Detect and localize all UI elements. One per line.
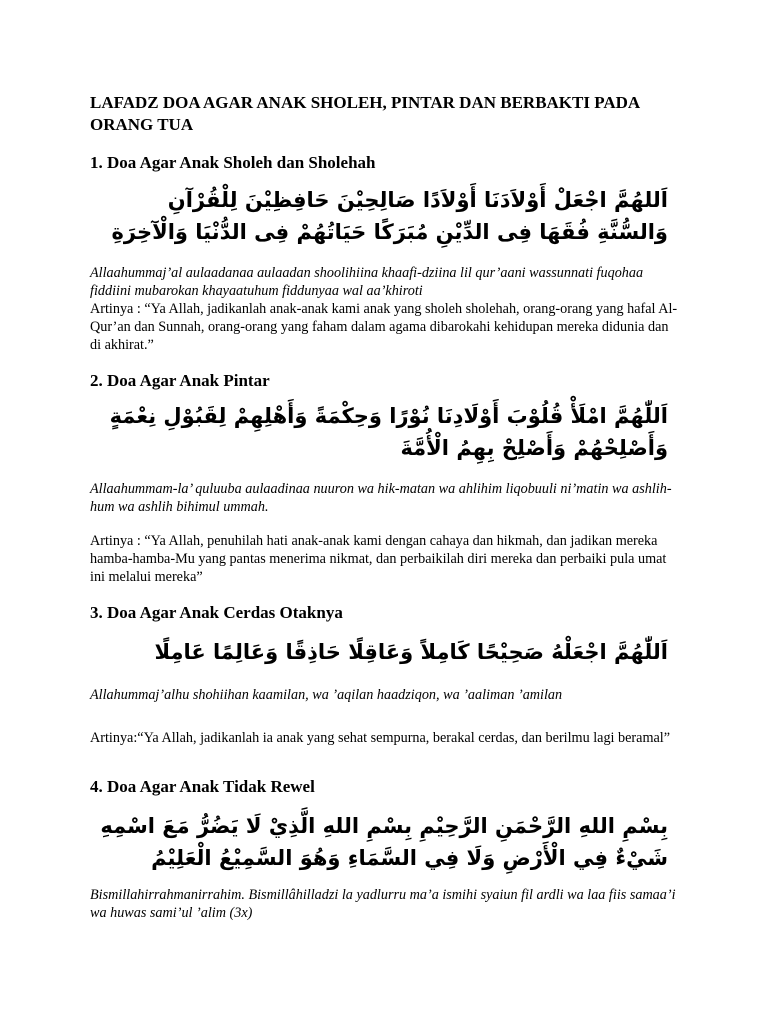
section-2-meaning: Artinya : “Ya Allah, penuhilah hati anak-anak kami dengan cahaya dan hikmah, dan jadikan mereka hamba-hamba-Mu yang pantas menerima nikmat, dan perbaikilah diri mereka dan perbaiki pula umat ini melalui mereka” bbox=[90, 533, 667, 585]
section-1-meaning: Artinya : “Ya Allah, jadikanlah anak-anak kami anak yang sholeh sholehah, orang-orang yang hafal Al-Qur’an dan Sunnah, orang-orang yang faham dalam agama dibarokahi kehidupan mereka didunia dan di akhirat.” bbox=[90, 301, 678, 353]
section-2-arabic-prayer: اَللّٰهُمَّ امْلَأْ قُلُوْبَ أَوْلَادِنَا نُوْرًا وَحِكْمَةً وَأَهْلِهِمْ لِقَبُوْلِ نِعْمَةٍ وَأَصْلِحْهُمْ وَأَصْلِحْ بِهِمُ الْأُمَّةَ bbox=[109, 404, 668, 460]
section-1-arabic-prayer: اَللهُمَّ اجْعَلْ أَوْلاَدَنَا أَوْلاَدًا صَالِحِيْنَ حَافِظِيْنَ لِلْقُرْآنِ وَالسُّنَّةِ فُقَهَا فِى الدِّيْنِ مُبَرَكًا حَيَاتُهُمْ فِى الدُّنْيَا وَالْآخِرَةِ bbox=[111, 188, 668, 244]
section-3-meaning: Artinya:“Ya Allah, jadikanlah ia anak yang sehat sempurna, berakal cerdas, dan berilmu lagi beramal” bbox=[90, 730, 671, 746]
document-title: LAFADZ DOA AGAR ANAK SHOLEH, PINTAR DAN BERBAKTI PADA ORANG TUA bbox=[90, 93, 640, 134]
section-2-heading: 2. Doa Agar Anak Pintar bbox=[90, 371, 270, 390]
section-3-heading: 3. Doa Agar Anak Cerdas Otaknya bbox=[90, 603, 343, 622]
section-1-heading: 1. Doa Agar Anak Sholeh dan Sholehah bbox=[90, 153, 376, 172]
section-4-transliteration: Bismillahirrahmanirrahim. Bismillâhilladzi la yadlurru ma’a ismihi syaiun fil ardli wa laa fiis samaa’i wa huwas sami’ul ’alim (3x) bbox=[90, 887, 676, 921]
section-2-transliteration: Allaahummam-la’ quluuba aulaadinaa nuuron wa hik-matan wa ahlihim liqobuuli ni’matin wa ashlih-hum wa ashlih bihimul ummah. bbox=[90, 481, 672, 515]
section-3-transliteration: Allahummaj’alhu shohiihan kaamilan, wa ’aqilan haadziqon, wa ’aaliman ’amilan bbox=[90, 687, 563, 703]
section-3-arabic-prayer: اَللّٰهُمَّ اجْعَلْهُ صَحِيْحًا كَامِلاً وَعَاقِلًا حَاذِقًا وَعَالِمًا عَامِلًا bbox=[154, 640, 668, 664]
section-4-arabic-prayer: بِسْمِ اللهِ الرَّحْمَنِ الرَّحِيْمِ بِسْمِ اللهِ الَّذِيْ لَا يَضُرُّ مَعَ اسْمِهِ شَيْءٌ فِي الْأَرْضِ وَلَا فِي السَّمَاءِ وَهُوَ السَّمِيْعُ الْعَلِيْمُ bbox=[100, 814, 668, 870]
section-4-heading: 4. Doa Agar Anak Tidak Rewel bbox=[90, 777, 315, 796]
section-1-transliteration: Allaahummaj’al aulaadanaa aulaadan shoolihiina khaafi-dziina lil qur’aani wassunnati fuqohaa fiddiini mubarokan khayaatuhum fiddunyaa wal aa’khiroti bbox=[90, 265, 644, 299]
